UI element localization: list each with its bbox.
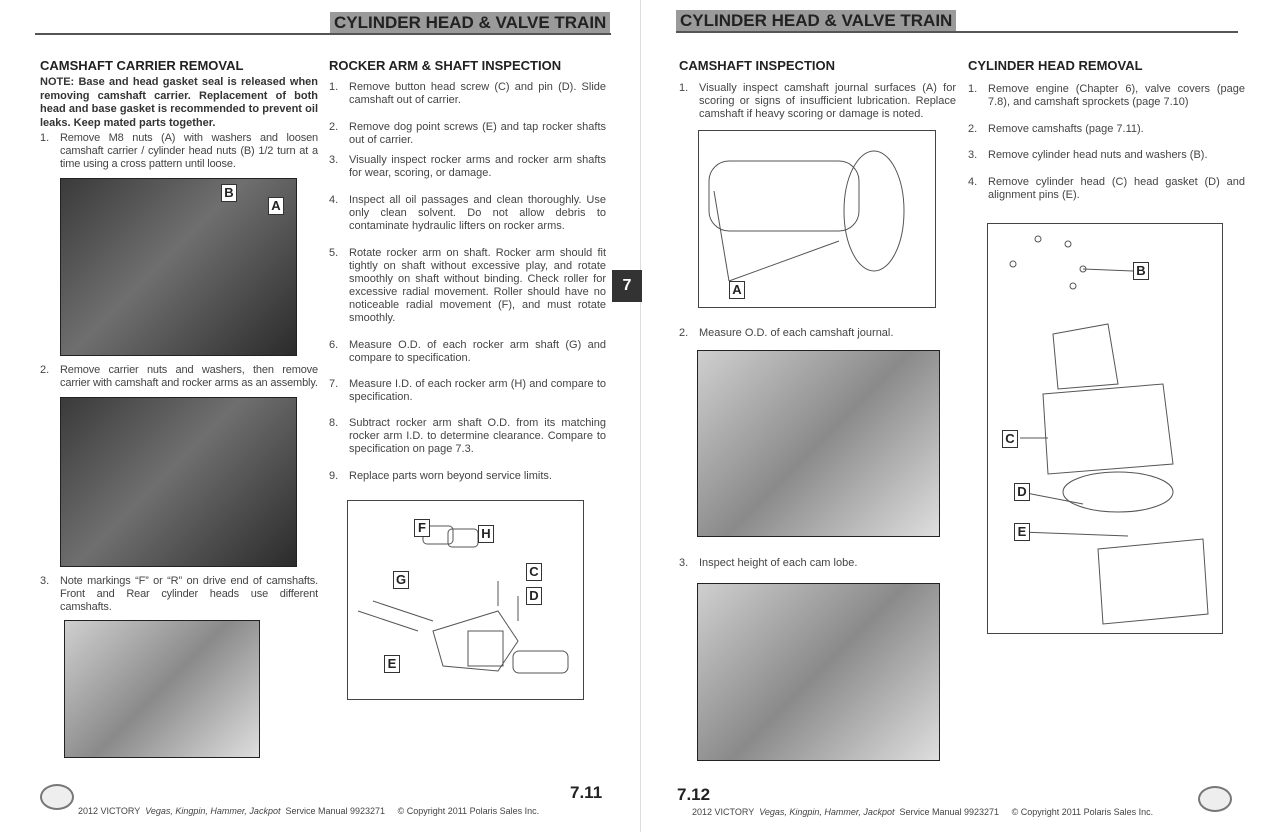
header-rule-left (35, 33, 611, 35)
photo-cam-lobe-height (697, 583, 940, 761)
list-item: 9. Replace parts worn beyond service limits. (329, 470, 552, 482)
section-title-head-removal: CYLINDER HEAD REMOVAL (968, 58, 1143, 73)
callout-b: B (1133, 262, 1149, 280)
callout-d: D (526, 587, 542, 605)
section-title-camshaft-inspection: CAMSHAFT INSPECTION (679, 58, 835, 73)
note-text: NOTE: Base and head gasket seal is released when removing camshaft carrier. Replacement of both head and base gasket is recommended to prevent oil leaks. Keep mated parts together. (40, 76, 318, 129)
callout-c: C (1002, 430, 1018, 448)
photo-carrier-nuts (60, 178, 297, 356)
section-title-carrier-removal: CAMSHAFT CARRIER REMOVAL (40, 58, 244, 73)
footer-right: 2012 VICTORY Vegas, Kingpin, Hammer, Jackpot Service Manual 9923271 © Copyright 2011 Polaris Sales Inc. (692, 807, 1154, 817)
list-item: 3. Inspect height of each cam lobe. (679, 557, 858, 569)
callout-e: E (1014, 523, 1030, 541)
chapter-tab: 7 (612, 270, 642, 302)
diagram-cylinder-head-exploded (987, 223, 1223, 634)
callout-h: H (478, 525, 494, 543)
list-item: 1. Remove button head screw (C) and pin (D). Slide camshaft out of carrier. (329, 81, 606, 106)
chapter-header-right: CYLINDER HEAD & VALVE TRAIN (676, 10, 956, 32)
photo-measure-journal (697, 350, 940, 537)
callout-c: C (526, 563, 542, 581)
list-item: 7. Measure I.D. of each rocker arm (H) and compare to specification. (329, 378, 606, 403)
list-item: 2. Remove camshafts (page 7.11). (968, 123, 1144, 135)
list-item: 8. Subtract rocker arm shaft O.D. from its matching rocker arm I.D. to determine clearance. Compare to specification on page 7.3. (329, 417, 606, 455)
carrier-removal-column (40, 58, 318, 758)
list-item: 4. Inspect all oil passages and clean thoroughly. Use only clean solvent. Do not allow debris to contaminate hydraulic lifters on rocker arms. (329, 194, 606, 232)
callout-a: A (268, 197, 284, 215)
diagram-rocker-assembly (347, 500, 584, 700)
list-item: 4. Remove cylinder head (C) head gasket (D) and alignment pins (E). (968, 176, 1245, 201)
list-item: 1. Remove M8 nuts (A) with washers and loosen camshaft carrier / cylinder head nuts (B) 1/2 turn at a time using a cross pattern until loose. (40, 132, 318, 170)
list-item: 2. Remove dog point screws (E) and tap rocker shafts out of carrier. (329, 121, 606, 146)
callout-b: B (221, 184, 237, 202)
list-item: 1. Visually inspect camshaft journal surfaces (A) for scoring or signs of insufficient lubrication. Replace camshaft if heavy scoring or damage is noted. (679, 82, 956, 120)
callout-f: F (414, 519, 430, 537)
list-item: 5. Rotate rocker arm on shaft. Rocker arm should fit tightly on shaft without excessive play, and rotate smoothly on shaft without binding. Check roller for excessive radial movement. Roller should have no noticeable radial movement (F), and must rotate smoothly. (329, 247, 606, 324)
section-title-rocker-inspection: ROCKER ARM & SHAFT INSPECTION (329, 58, 562, 73)
list-item: 3. Visually inspect rocker arms and rocker arm shafts for wear, scoring, or damage. (329, 154, 606, 179)
callout-e: E (384, 655, 400, 673)
exploded-view-drawing (988, 224, 1222, 633)
list-item: 2. Remove carrier nuts and washers, then remove carrier with camshaft and rocker arms as an assembly. (40, 364, 318, 389)
photo-carrier-removal (60, 397, 297, 567)
list-item: 2. Measure O.D. of each camshaft journal. (679, 327, 894, 339)
callout-d: D (1014, 483, 1030, 501)
list-item: 6. Measure O.D. of each rocker arm shaft (G) and compare to specification. (329, 339, 606, 364)
header-rule-right (676, 31, 1238, 33)
photo-camshaft-marking (64, 620, 260, 758)
victory-logo (1198, 786, 1232, 812)
list-item: 1. Remove engine (Chapter 6), valve covers (page 7.8), and camshaft sprockets (page 7.10) (968, 83, 1245, 108)
victory-logo (40, 784, 74, 810)
list-item: 3. Remove cylinder head nuts and washers (B). (968, 149, 1208, 161)
page-number-right: 7.12 (677, 785, 711, 804)
page-gutter (640, 0, 641, 832)
callout-g: G (393, 571, 409, 589)
page-number-left: 7.11 (570, 783, 603, 802)
callout-a: A (729, 281, 745, 299)
diagram-camshaft (698, 130, 936, 308)
list-item: 3. Note markings “F” or “R” on drive end of camshafts. Front and Rear cylinder heads use different camshafts. (40, 575, 318, 613)
chapter-header-left: CYLINDER HEAD & VALVE TRAIN (330, 12, 610, 34)
footer-left: 2012 VICTORY Vegas, Kingpin, Hammer, Jackpot Service Manual 9923271 © Copyright 2011 Polaris Sales Inc. (78, 806, 540, 816)
